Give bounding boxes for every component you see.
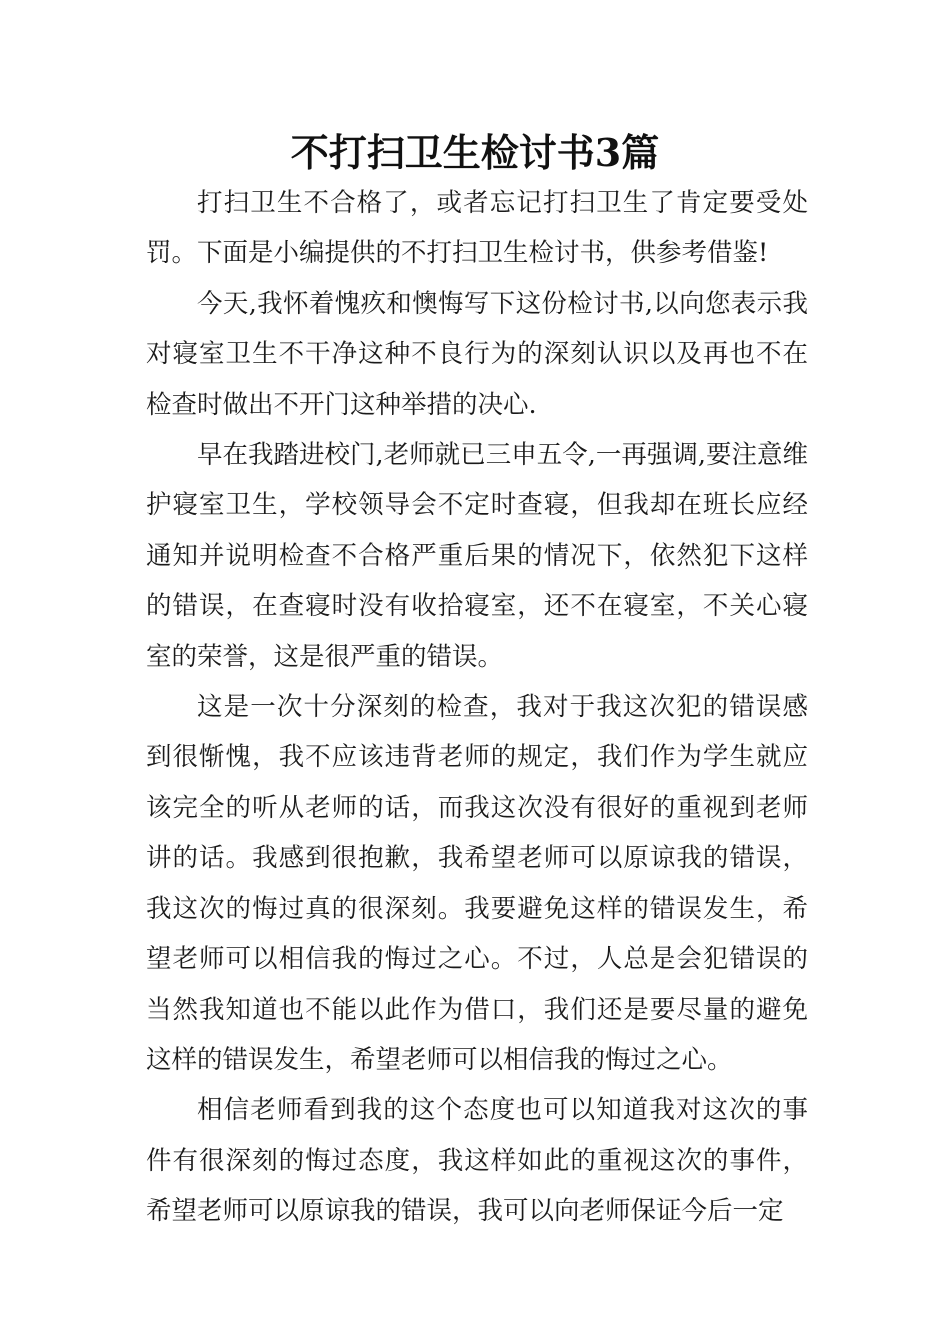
paragraph-3: 这是一次十分深刻的检查，我对于我这次犯的错误感到很惭愧，我不应该违背老师的规定，我们作为学生就应该完全的听从老师的话，而我这次没有很好的重视到老师讲的话。我感到很抱歉，我希望老师可以原谅我的错误，我这次的悔过真的很深刻。我要避免这样的错误发生，希望老师可以相信我的悔过之心。不过，人总是会犯错误的当然我知道也不能以此作为借口，我们还是要尽量的避免这样的错误发生，希望老师可以相信我的悔过之心。 xyxy=(146,692,808,1075)
paragraph-4: 相信老师看到我的这个态度也可以知道我对这次的事件有很深刻的悔过态度，我这样如此的重视这次的事件，希望老师可以原谅我的错误，我可以向老师保证今后一定 xyxy=(146,1095,808,1227)
document-title: 不打扫卫生检讨书3篇 xyxy=(290,130,660,175)
paragraph-intro: 打扫卫生不合格了，或者忘记打扫卫生了肯定要受处罚。下面是小编提供的不打扫卫生检讨书，供参考借鉴! xyxy=(146,188,808,269)
paragraph-1: 今天,我怀着愧疚和懊悔写下这份检讨书,以向您表示我对寝室卫生不干净这种不良行为的深刻认识以及再也不在检查时做出不开门这种举措的决心. xyxy=(146,288,808,420)
document-body xyxy=(146,178,808,1237)
paragraph-2: 早在我踏进校门,老师就已三申五令,一再强调,要注意维护寝室卫生，学校领导会不定时查寝，但我却在班长应经通知并说明检查不合格严重后果的情况下，依然犯下这样的错误，在查寝时没有收拾寝室，还不在寝室，不关心寝室的荣誉，这是很严重的错误。 xyxy=(146,440,808,672)
